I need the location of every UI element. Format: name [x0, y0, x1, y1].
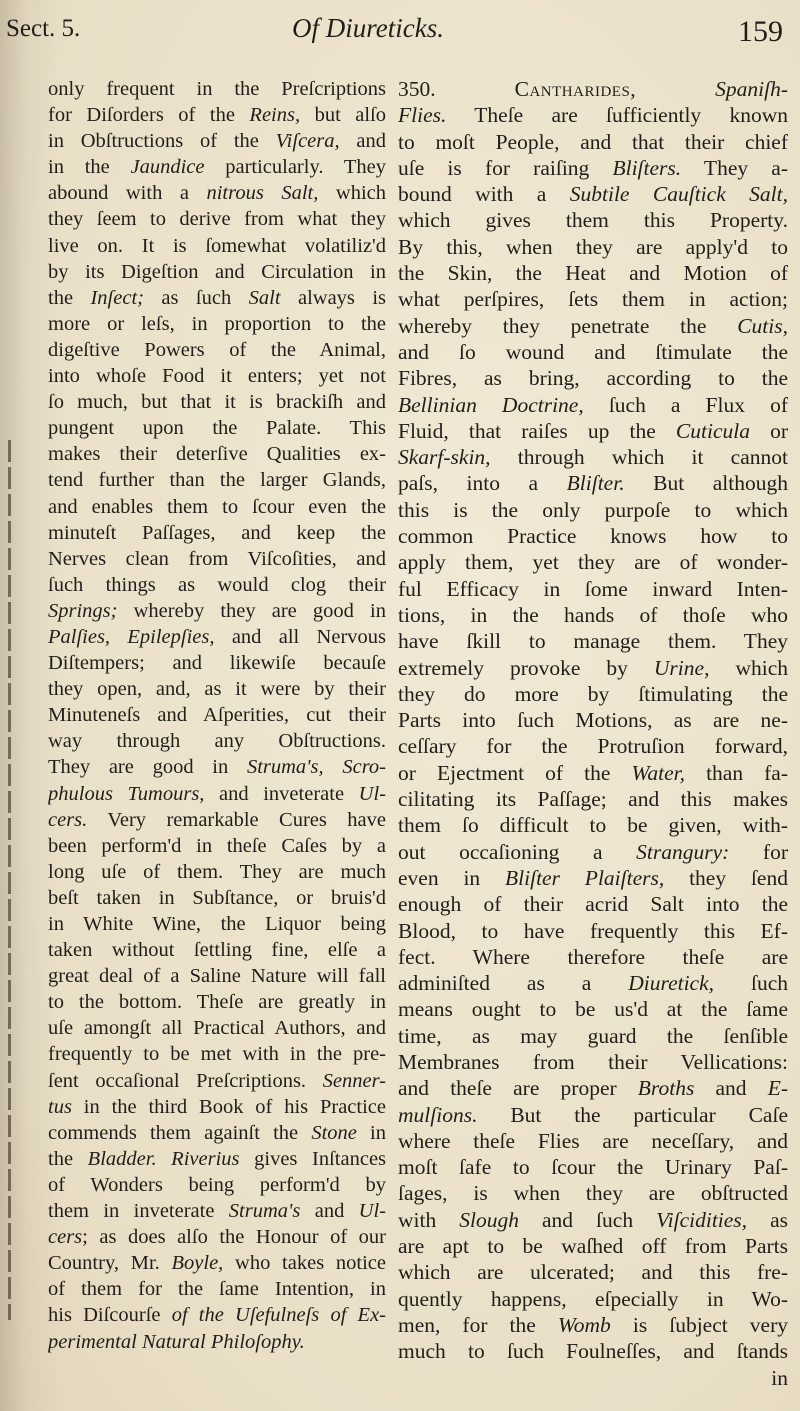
roman-text: But the particular Caſe: [477, 1102, 788, 1127]
roman-text: them in inveterate: [48, 1200, 229, 1223]
text-line: [48, 1120, 386, 1146]
italic-text: Skarf-skin,: [398, 445, 491, 470]
roman-text: Theſe are ſufficiently known: [446, 103, 788, 128]
roman-text: or: [749, 418, 788, 443]
roman-text: of them for the ſame Intention, in: [48, 1278, 386, 1301]
roman-text: enough of their acrid Salt into the: [398, 892, 788, 917]
italic-text: Ul-: [358, 1200, 386, 1223]
roman-text: ſuch: [714, 971, 788, 996]
text-line: [398, 891, 788, 917]
italic-text: Spaniſh-: [715, 77, 788, 101]
text-line: [398, 1233, 788, 1259]
text-line: [398, 1180, 788, 1206]
text-line: [398, 602, 788, 628]
roman-text: which gives them this Property.: [398, 208, 788, 233]
roman-text: time, as may guard the ſenſible: [398, 1023, 788, 1048]
text-line: [48, 1015, 386, 1041]
roman-text: adminiſted as a: [398, 971, 629, 996]
text-line: [398, 286, 788, 312]
roman-text: always is: [280, 286, 386, 309]
roman-text: apply them, yet they are of wonder-: [398, 550, 788, 575]
text-line: [48, 624, 386, 650]
text-line: [398, 1154, 788, 1180]
text-line: [398, 181, 788, 207]
roman-text: in the: [48, 156, 131, 179]
roman-text: ſuch a Flux of: [583, 392, 788, 417]
text-line: [48, 1276, 386, 1302]
roman-text: Blood, to have frequently this Ef-: [398, 918, 788, 943]
roman-text: only frequent in the Preſcriptions: [48, 78, 386, 100]
text-line: [48, 1041, 386, 1067]
roman-text: whereby they are good in: [117, 599, 386, 622]
roman-text: with: [398, 1207, 460, 1232]
italic-text: Palſies, Epilepſies,: [48, 625, 215, 648]
text-line: [48, 1250, 386, 1276]
text-line: [48, 546, 386, 572]
roman-text: pungent upon the Palate. This: [48, 417, 386, 440]
text-line: [398, 155, 788, 181]
italic-text: nitrous Salt,: [206, 182, 319, 205]
roman-text: moſt ſafe to ſcour the Urinary Paſ-: [398, 1155, 788, 1180]
italic-text: E-: [767, 1076, 788, 1101]
italic-text: Broths: [637, 1076, 695, 1101]
italic-text: Salt: [248, 286, 281, 309]
text-line: [398, 1049, 788, 1075]
text-line: [48, 1146, 386, 1172]
roman-text: in: [771, 1365, 788, 1390]
italic-text: Urine,: [653, 655, 710, 680]
roman-text: through which it cannot: [490, 445, 788, 470]
roman-text: much to ſuch Foulneſſes, and ſtands: [398, 1339, 788, 1364]
text-line: [398, 549, 788, 575]
roman-text: Parts into ſuch Motions, as are ne-: [398, 708, 788, 733]
text-line: [48, 363, 386, 389]
italic-text: Jaundice: [130, 156, 205, 179]
roman-text: tions, in the hands of thoſe who: [398, 602, 788, 627]
roman-text: as ſuch: [143, 286, 249, 309]
text-line: [48, 702, 386, 728]
italic-text: Water,: [631, 760, 686, 785]
text-line: [398, 918, 788, 944]
text-line: [398, 628, 788, 654]
roman-text: 350.: [398, 77, 515, 101]
roman-text: frequently to be met with in the pre-: [48, 1043, 386, 1066]
text-line: [48, 102, 386, 128]
italic-text: Reins,: [249, 104, 301, 127]
text-line: [398, 576, 788, 602]
text-line: [398, 102, 788, 128]
roman-text: By this, when they are apply'd to: [398, 234, 788, 259]
roman-text: in Obſtructions of the: [48, 130, 276, 153]
italic-text: Boyle,: [171, 1252, 224, 1275]
text-line: [398, 523, 788, 549]
text-line: [48, 1224, 386, 1250]
text-line: [398, 812, 788, 838]
text-line: [398, 1128, 788, 1154]
roman-text: Fluid, that raiſes up the: [398, 418, 676, 443]
text-line: [398, 681, 788, 707]
small-caps-text: Cantharides,: [514, 77, 637, 101]
italic-text: Womb: [557, 1312, 611, 1337]
text-line: [48, 572, 386, 598]
roman-text: or Ejectment of the: [398, 760, 632, 785]
italic-text: phulous Tumours,: [48, 782, 205, 805]
italic-text: Bliſters.: [612, 155, 682, 180]
text-line: [398, 1312, 788, 1338]
roman-text: great deal of a Saline Nature will fall: [48, 965, 386, 988]
text-line: [48, 467, 386, 493]
text-line: [398, 996, 788, 1022]
roman-text: they ſeem to derive from what they: [48, 208, 386, 231]
text-line: [48, 833, 386, 859]
roman-text: beſt taken in Subſtance, or bruis'd: [48, 886, 386, 909]
roman-text: bound with a: [398, 182, 570, 207]
text-line: [48, 76, 386, 102]
text-line: [48, 781, 386, 807]
roman-text: fect. Where therefore theſe are: [398, 944, 788, 969]
roman-text: is ſubject very: [610, 1312, 788, 1337]
roman-text: than fa-: [685, 760, 788, 785]
italic-text: Bladder. Riverius: [87, 1147, 240, 1170]
text-line: [398, 339, 788, 365]
roman-text: uſe is for raiſing: [398, 155, 613, 180]
text-line: [398, 1207, 788, 1233]
text-line: [48, 154, 386, 180]
roman-text: which: [709, 655, 788, 680]
roman-text: to the bottom. Theſe are greatly in: [48, 991, 386, 1014]
text-line: [48, 728, 386, 754]
text-line: [48, 650, 386, 676]
italic-text: Viſcera,: [275, 130, 340, 153]
text-line: [48, 285, 386, 311]
text-line: [398, 839, 788, 865]
roman-text: for Diſorders of the: [48, 104, 250, 127]
italic-text: tus: [48, 1095, 72, 1118]
text-line: [48, 389, 386, 415]
text-line: [398, 944, 788, 970]
text-line: [398, 392, 788, 418]
italic-text: Bellinian Doctrine,: [398, 392, 584, 417]
text-line: [398, 234, 788, 260]
text-line: [398, 76, 788, 102]
roman-text: Minuteneſs and Aſperities, cut their: [48, 704, 386, 727]
left-text-column: [48, 76, 386, 1355]
roman-text: the Skin, the Heat and Motion of: [398, 261, 788, 286]
text-line: [48, 311, 386, 337]
roman-text: and ſo wound and ſtimulate the: [398, 339, 788, 364]
roman-text: quently happens, eſpecially in Wo-: [398, 1286, 788, 1311]
roman-text: cilitating its Paſſage; and this makes: [398, 787, 788, 812]
roman-text: But although: [624, 471, 788, 496]
right-text-column: [398, 76, 788, 1391]
text-line: [48, 676, 386, 702]
text-line: [48, 598, 386, 624]
text-line: [48, 989, 386, 1015]
roman-text: where theſe Flies are neceſſary, and: [398, 1128, 788, 1153]
text-line: [48, 807, 386, 833]
roman-text: ſuch things as would clog their: [48, 573, 386, 596]
roman-text: particularly. They: [204, 156, 386, 179]
roman-text: they open, and, as it were by their: [48, 678, 386, 701]
text-line: [48, 441, 386, 467]
roman-text: Country, Mr.: [48, 1252, 172, 1275]
roman-text: ſent occaſional Preſcriptions.: [48, 1069, 323, 1092]
text-line: [48, 859, 386, 885]
text-line: [398, 733, 788, 759]
italic-text: Strangury:: [636, 839, 730, 864]
italic-text: perimental Natural Philoſophy.: [48, 1330, 305, 1353]
roman-text: what perſpires, ſets them in action;: [398, 287, 788, 312]
text-line: [48, 259, 386, 285]
text-line: [398, 1286, 788, 1312]
italic-text: cers: [48, 1226, 83, 1249]
roman-text: tend further than the larger Glands,: [48, 469, 386, 492]
italic-text: Cuticula: [675, 418, 750, 443]
text-line: [48, 415, 386, 441]
italic-text: Inſect;: [90, 286, 144, 309]
roman-text: whereby they penetrate the: [398, 313, 738, 338]
roman-text: extremely provoke by: [398, 655, 654, 680]
roman-text: but alſo: [300, 104, 386, 127]
roman-text: Membranes from their Vellications:: [398, 1049, 788, 1074]
roman-text: by its Digeſtion and Circulation in: [48, 260, 386, 283]
roman-text: for: [729, 839, 788, 864]
italic-text: cers.: [48, 808, 88, 831]
roman-text: which: [318, 182, 386, 205]
italic-text: Struma's, Scro-: [246, 756, 386, 779]
text-line: [398, 260, 788, 286]
roman-text: ful Efficacy in ſome inward Inten-: [398, 576, 788, 601]
roman-text: into whoſe Food it enters; yet not: [48, 365, 386, 388]
text-line: [398, 1023, 788, 1049]
roman-text: and enables them to ſcour even the: [48, 495, 386, 518]
italic-text: Subtile Cauſtick Salt,: [569, 182, 788, 207]
roman-text: long uſe of them. They are much: [48, 860, 386, 883]
italic-text: Viſcidities,: [656, 1207, 748, 1232]
roman-text: and: [300, 1200, 359, 1223]
text-line: [48, 1329, 386, 1355]
italic-text: of the Uſefulneſs of Ex-: [171, 1304, 386, 1327]
text-line: [398, 129, 788, 155]
roman-text: who takes notice: [223, 1252, 386, 1275]
text-line: [48, 885, 386, 911]
running-title: Of Diureticks.: [292, 13, 444, 43]
italic-text: Springs;: [48, 599, 118, 622]
italic-text: Struma's: [228, 1200, 301, 1223]
roman-text: in White Wine, the Liquor being: [48, 913, 386, 935]
italic-text: Diuretick,: [628, 971, 715, 996]
roman-text: They a-: [681, 155, 788, 180]
text-line: [48, 911, 386, 937]
roman-text: the: [48, 286, 91, 309]
text-line: [398, 313, 788, 339]
italic-text: Slough: [459, 1207, 519, 1232]
roman-text: as: [747, 1207, 788, 1232]
roman-text: ſages, is when they are obſtructed: [398, 1181, 788, 1206]
binding-gutter-shadow: [8, 440, 11, 1320]
text-line: [48, 1172, 386, 1198]
text-line: [398, 1102, 788, 1128]
roman-text: minuteſt Paſſages, and keep the: [48, 521, 386, 544]
text-line: [48, 1068, 386, 1094]
roman-text: in: [356, 1121, 386, 1144]
text-line: [48, 754, 386, 780]
roman-text: men, for the: [398, 1312, 558, 1337]
text-line: [48, 494, 386, 520]
roman-text: Fibres, as bring, according to the: [398, 366, 788, 391]
roman-text: and: [694, 1076, 768, 1101]
roman-text: digeſtive Powers of the Animal,: [48, 338, 386, 361]
roman-text: out occaſioning a: [398, 839, 637, 864]
catchword: [398, 1365, 788, 1391]
text-line: [48, 128, 386, 154]
text-line: [398, 444, 788, 470]
text-line: [398, 207, 788, 233]
roman-text: taken without ſettling fine, elſe a: [48, 939, 386, 962]
roman-text: and all Nervous: [214, 625, 386, 648]
roman-text: and theſe are proper: [398, 1076, 638, 1101]
roman-text: in the third Book of his Practice: [71, 1095, 386, 1118]
text-line: [48, 1198, 386, 1224]
text-line: [48, 520, 386, 546]
roman-text: live on. It is ſomewhat volatiliz'd: [48, 234, 386, 257]
roman-text: commends them againſt the: [48, 1121, 312, 1144]
text-line: [398, 470, 788, 496]
italic-text: Ul-: [358, 782, 386, 805]
roman-text: common Practice knows how to: [398, 524, 788, 549]
roman-text: and inveterate: [204, 782, 359, 805]
roman-text: to moſt People, and that their chief: [398, 129, 788, 154]
roman-text: Very remarkable Cures have: [87, 808, 386, 831]
italic-text: Cutis,: [737, 313, 788, 338]
roman-text: been perform'd in theſe Caſes by a: [48, 834, 386, 857]
roman-text: ceſſary for the Protruſion forward,: [398, 734, 788, 759]
text-line: [398, 655, 788, 681]
roman-text: Diſtempers; and likewiſe becauſe: [48, 652, 386, 675]
roman-text: paſs, into a: [398, 471, 567, 496]
roman-text: of Wonders being perform'd by: [48, 1173, 386, 1196]
text-line: [398, 1075, 788, 1101]
italic-text: Bliſter.: [566, 471, 625, 496]
italic-text: mulſions.: [398, 1102, 478, 1127]
roman-text: abound with a: [48, 182, 207, 205]
text-line: [398, 707, 788, 733]
roman-text: have ſkill to manage them. They: [398, 629, 788, 654]
roman-text: uſe amongſt all Practical Authors, and: [48, 1017, 386, 1040]
roman-text: the: [48, 1147, 88, 1170]
roman-text: gives Inſtances: [239, 1147, 386, 1170]
text-line: [48, 1302, 386, 1328]
text-line: [398, 970, 788, 996]
roman-text: [636, 77, 715, 101]
italic-text: Senner-: [322, 1069, 386, 1092]
roman-text: they do more by ſtimulating the: [398, 681, 788, 706]
roman-text: are apt to be waſhed off from Parts: [398, 1234, 788, 1259]
page-number: 159: [738, 15, 783, 48]
roman-text: ſo much, but that it is brackiſh and: [48, 391, 386, 414]
section-heading: Sect. 5.: [6, 15, 81, 42]
roman-text: them ſo difficult to be given, with-: [398, 813, 788, 838]
roman-text: Nerves clean from Viſcoſities, and: [48, 547, 386, 570]
text-line: [398, 760, 788, 786]
roman-text: more or leſs, in proportion to the: [48, 312, 386, 335]
roman-text: and ſuch: [518, 1207, 657, 1232]
text-line: [398, 786, 788, 812]
text-line: [48, 937, 386, 963]
roman-text: even in: [398, 865, 506, 890]
text-line: [398, 365, 788, 391]
roman-text: way through any Obſtructions.: [48, 730, 386, 753]
roman-text: ; as does alſo the Honour of our: [82, 1226, 386, 1249]
roman-text: they ſend: [664, 865, 788, 890]
italic-text: Bliſter Plaiſters,: [505, 865, 665, 890]
text-line: [48, 1094, 386, 1120]
text-line: [48, 180, 386, 206]
roman-text: and: [339, 130, 386, 153]
text-line: [48, 206, 386, 232]
text-line: [48, 337, 386, 363]
roman-text: makes their deterſive Qualities ex-: [48, 443, 386, 466]
roman-text: They are good in: [48, 756, 247, 779]
text-line: [398, 1259, 788, 1285]
italic-text: Stone: [311, 1121, 357, 1144]
roman-text: which are ulcerated; and this fre-: [398, 1260, 788, 1285]
text-line: [48, 963, 386, 989]
roman-text: his Diſcourſe: [48, 1304, 172, 1327]
roman-text: means ought to be us'd at the ſame: [398, 997, 788, 1022]
roman-text: this is the only purpoſe to which: [398, 497, 788, 522]
text-line: [398, 418, 788, 444]
text-line: [48, 233, 386, 259]
text-line: [398, 865, 788, 891]
text-line: [398, 1338, 788, 1364]
text-line: [398, 497, 788, 523]
italic-text: Flies.: [398, 103, 447, 128]
